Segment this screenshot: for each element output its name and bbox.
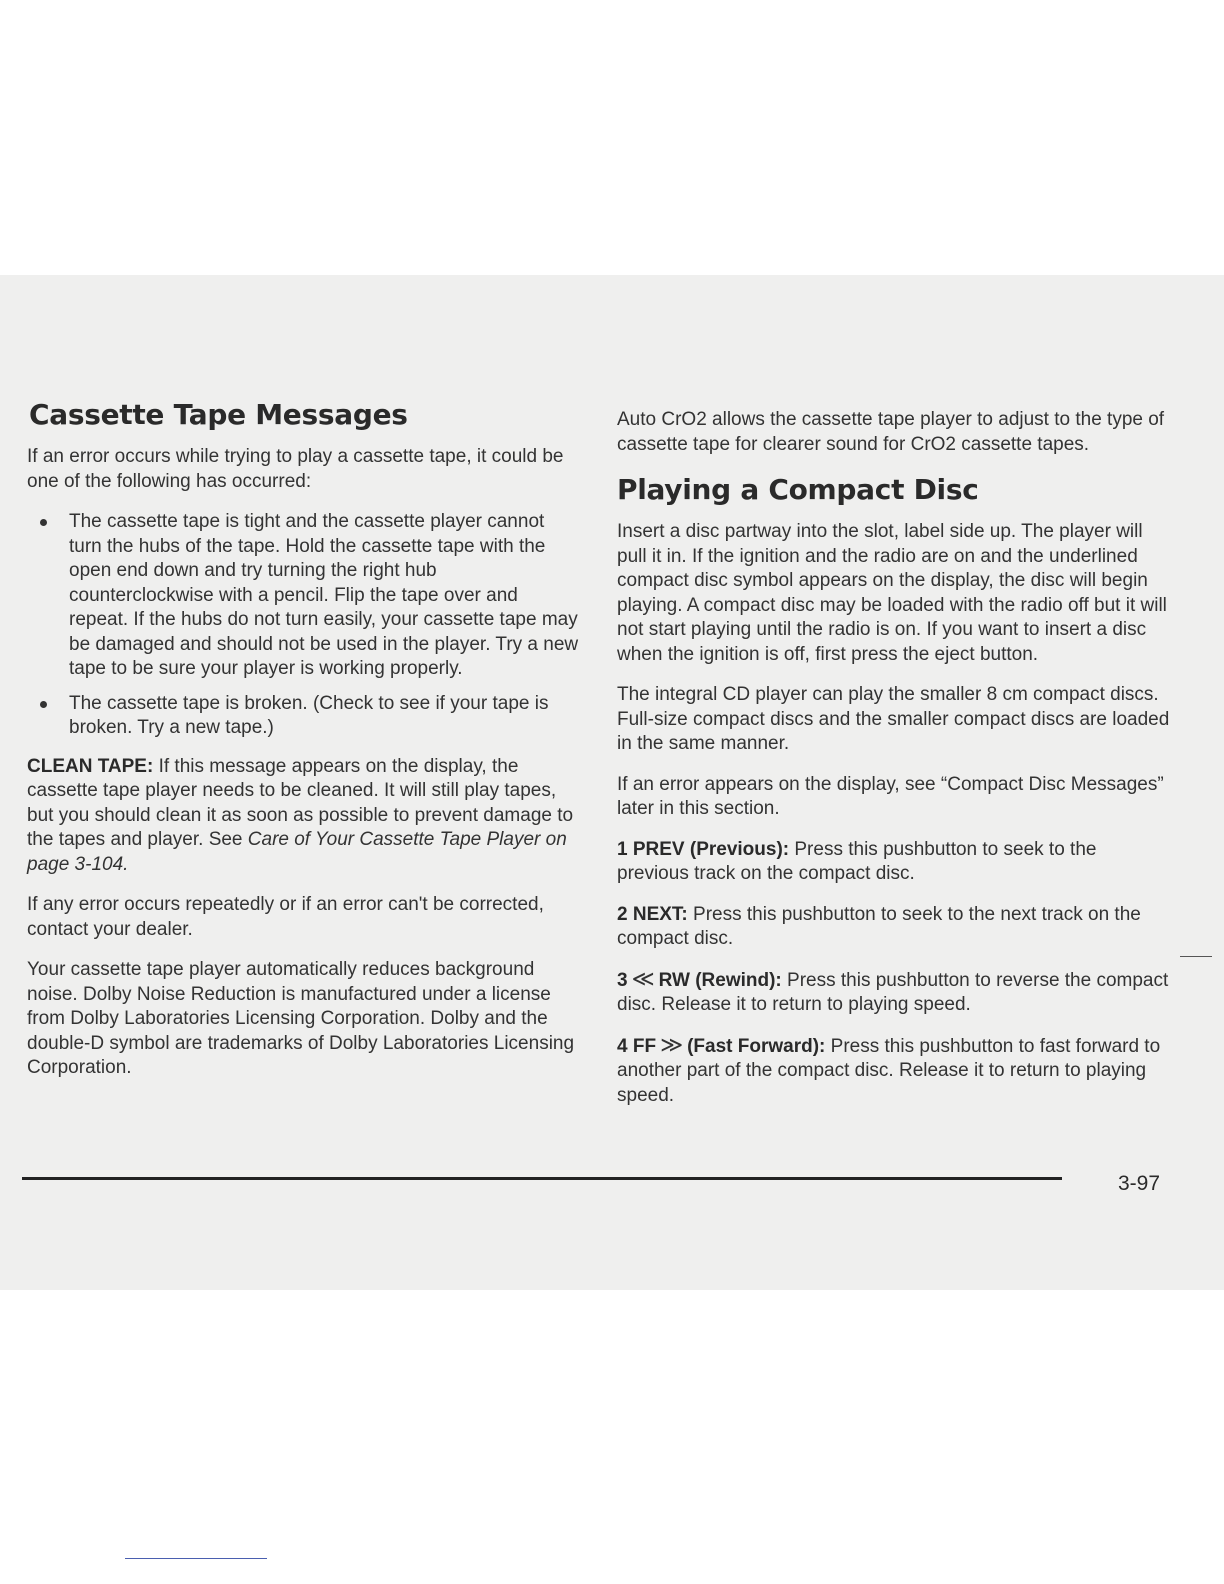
repeat-error-paragraph: If any error occurs repeatedly or if an error can't be corrected, contact your dealer. [27, 894, 544, 940]
next-label: 2 NEXT: [617, 903, 688, 925]
clean-tape-label: CLEAN TAPE: [27, 755, 154, 777]
list-item [27, 510, 582, 682]
cassette-intro-paragraph: If an error occurs while trying to play a cassette tape, it could be one of the following has occurred: [27, 446, 564, 492]
auto-cro2-paragraph: Auto CrO2 allows the cassette tape player to adjust to the type of cassette tape for clearer sound for CrO2 cassette tapes. [617, 409, 1165, 455]
margin-tick-divider [1180, 956, 1212, 957]
left-column [27, 398, 582, 1097]
compact-disc-heading: Playing a Compact Disc [617, 473, 979, 506]
right-column [617, 408, 1172, 1124]
next-text: Press this pushbutton to seek to the next track on the compact disc. [617, 903, 1141, 949]
rewind-number: 3 [617, 969, 628, 991]
insert-disc-paragraph: Insert a disc partway into the slot, label side up. The player will pull it in. If the ignition and the radio are on and the underlined compact disc symbol appears on the display, the disc will begin playing. A compact disc may be loaded with the radio off but it will not start playing until the radio is on. If you want to insert a disc when the ignition is off, first press the eject button. [617, 521, 1167, 665]
dolby-paragraph: Your cassette tape player automatically reduces background noise. Dolby Noise Reduction is manufactured under a license from Dolby Laboratories Licensing Corporation. Dolby and the double-D symbol are trademarks of Dolby Laboratories Licensing Corporation. [27, 959, 575, 1078]
bottom-link-divider [125, 1558, 267, 1559]
bullet-icon [40, 701, 47, 708]
cassette-error-list [27, 510, 582, 741]
fast-forward-number: 4 FF [617, 1035, 657, 1057]
fast-forward-icon: ≫ [660, 1032, 684, 1058]
cassette-messages-heading: Cassette Tape Messages [29, 398, 408, 431]
fast-forward-label: (Fast Forward): [687, 1035, 826, 1057]
next-paragraph [617, 903, 1172, 952]
rewind-label: RW (Rewind): [658, 969, 782, 991]
fast-forward-paragraph [617, 1034, 1172, 1109]
clean-tape-text: If this message appears on the display, the cassette tape player needs to be cleaned. It will still play tapes, but you should clean it as soon as possible to prevent damage to the tapes and player. See [27, 755, 574, 850]
clean-tape-paragraph [27, 755, 582, 878]
rewind-text: Press this pushbutton to reverse the compact disc. Release it to return to playing speed. [617, 969, 1169, 1015]
prev-text: Press this pushbutton to seek to the previous track on the compact disc. [617, 838, 1097, 884]
rewind-paragraph [617, 968, 1172, 1018]
integral-cd-paragraph: The integral CD player can play the smaller 8 cm compact discs. Full-size compact discs and the smaller compact discs are loaded in the same manner. [617, 684, 1170, 754]
cd-error-paragraph: If an error appears on the display, see “Compact Disc Messages” later in this section. [617, 773, 1164, 819]
prev-paragraph [617, 838, 1172, 887]
bullet-icon [40, 519, 47, 526]
fast-forward-text: Press this pushbutton to fast forward to another part of the compact disc. Release it to return to playing speed. [617, 1035, 1161, 1106]
rewind-icon: ≪ [631, 966, 655, 992]
footer-divider [22, 1177, 1062, 1180]
care-reference-link[interactable]: Care of Your Cassette Tape Player on page 3-104. [27, 829, 567, 875]
bullet-text: The cassette tape is broken. (Check to see if your tape is broken. Try a new tape.) [69, 692, 549, 738]
prev-label: 1 PREV (Previous): [617, 838, 790, 860]
bullet-text: The cassette tape is tight and the cassette player cannot turn the hubs of the tape. Hold the cassette tape with the open end down and try turning the right hub counterclockwise with a pencil. Flip the tape over and repeat. If the hubs do not turn easily, your cassette tape may be damaged and should not be used in the player. Try a new tape to be sure your player is working properly. [69, 511, 579, 679]
page-number: 3-97 [1118, 1172, 1161, 1195]
list-item [27, 692, 582, 741]
